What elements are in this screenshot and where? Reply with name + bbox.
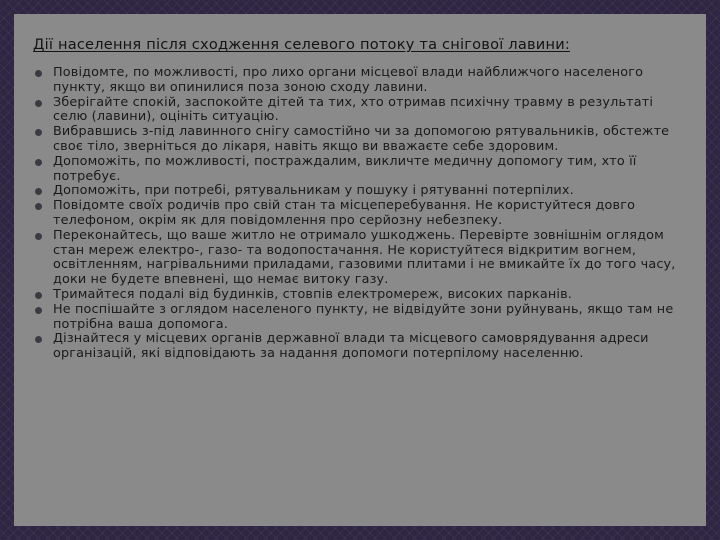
bullet-dot-icon (35, 233, 42, 240)
bullet-text: Допоможіть, при потребі, рятувальникам у пошуку і рятуванні потерпілих. (53, 183, 574, 199)
bullet-dot-icon (35, 188, 42, 195)
bullet-text: Вибравшись з-під лавинного снігу самостійно чи за допомогою рятувальників, обстежте своє тіло, зверніться до лікаря, навіть якщо ви вважаєте себе здоровим. (53, 124, 670, 154)
bullet-text: Дізнайтеся у місцевих органів державної влади та місцевого самоврядування адреси організацій, які відповідають за надання допомоги потерпілому населенню. (53, 331, 649, 362)
bullet-dot-icon (35, 70, 42, 77)
content-panel (14, 14, 706, 526)
bullet-item (33, 288, 688, 303)
bullet-dot-icon (35, 307, 42, 314)
bullet-dot-icon (35, 336, 42, 343)
bullet-text: Переконайтесь, що ваше житло не отримало ушкоджень. Перевірте зовнішнім оглядом стан мереж електро-, газо- та водопостачання. Не користуйтеся відкритим вогнем, освітленням, нагрівальними приладами, газовими плитами і не вмикайте їх до того часу, доки не будете впевнені, що немає витоку газу. (53, 227, 676, 288)
bullet-item (33, 66, 688, 96)
bullet-text: Тримайтеся подалі від будинків, стовпів електромереж, високих парканів. (53, 286, 572, 302)
bullet-text: Не поспішайте з оглядом населеного пункту, не відвідуйте зони руйнувань, якщо там не потрібна ваша допомога. (53, 301, 674, 332)
bullet-list (33, 66, 688, 362)
bullet-dot-icon (35, 159, 42, 166)
bullet-text: Допоможіть, по можливості, постраждалим, викличте медичну допомогу тим, хто її потребує. (53, 153, 637, 184)
bullet-item (33, 199, 688, 229)
bullet-text: Повідомте своїх родичів про свій стан та місцеперебування. Не користуйтеся довго телефоном, окрім як для повідомлення про серйозну небезпеку. (53, 198, 636, 228)
bullet-item (33, 332, 688, 362)
bullet-text: Зберігайте спокій, заспокойте дітей та тих, хто отримав психічну травму в результаті селю (лавини), оцініть ситуацію. (53, 94, 654, 125)
slide-title: Дії населення після сходження селевого потоку та снігової лавини: (33, 36, 570, 53)
bullet-dot-icon (35, 203, 42, 210)
bullet-item (33, 96, 688, 126)
bullet-item (33, 303, 688, 333)
bullet-dot-icon (35, 292, 42, 299)
bullet-item (33, 184, 688, 199)
bullet-item (33, 125, 688, 155)
bullet-text: Повідомте, по можливості, про лихо органи місцевої влади найближчого населеного пункту, якщо ви опинилися поза зоною сходу лавини. (53, 65, 644, 95)
bullet-dot-icon (35, 129, 42, 136)
bullet-item (33, 155, 688, 185)
bullet-dot-icon (35, 100, 42, 107)
bullet-item (33, 229, 688, 288)
